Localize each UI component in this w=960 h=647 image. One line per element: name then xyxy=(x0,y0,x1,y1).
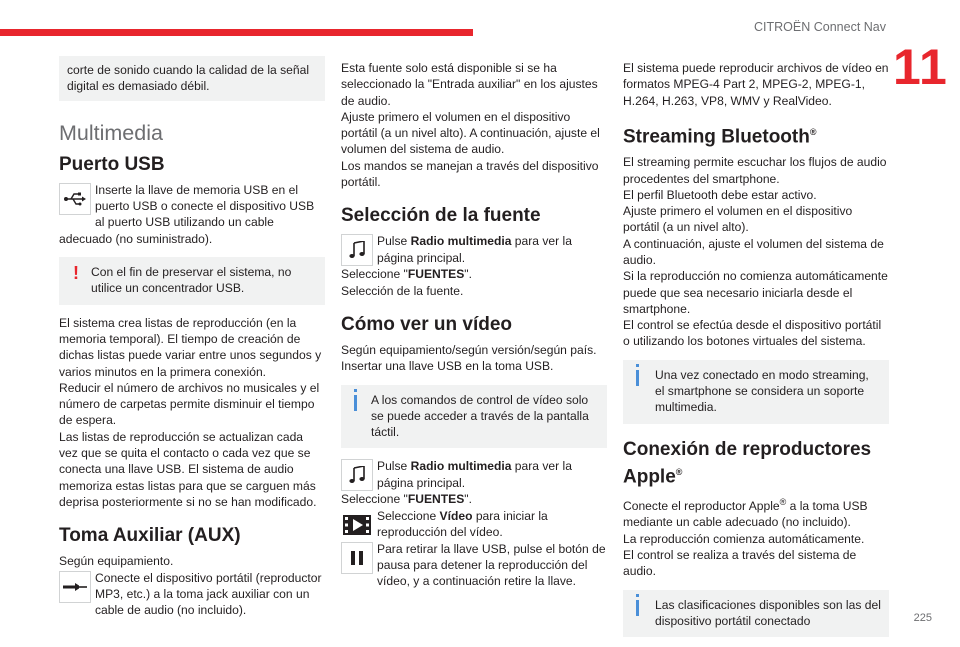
page-number: 225 xyxy=(913,612,932,624)
source-select xyxy=(341,266,607,282)
registered-mark: ® xyxy=(779,497,787,507)
warning-icon: ! xyxy=(73,263,79,284)
usb-paragraph-2: Reducir el número de archivos no musicales y el número de carpetas permite disminuir el tiempo de espera. xyxy=(59,380,320,428)
usb-warning-box xyxy=(59,257,325,305)
chapter-number: 11 xyxy=(893,39,948,95)
aux-jack-icon xyxy=(59,571,91,603)
column-2 xyxy=(341,60,607,590)
bluetooth-paragraph-4: A continuación, ajuste el volumen del sistema de audio. xyxy=(623,236,884,267)
note-box xyxy=(59,56,325,101)
usb-text: Inserte la llave de memoria USB en el puerto USB o conecte el dispositivo USB al puerto USB utilizando un cable adecuado (no suministrado). xyxy=(59,182,315,246)
column-1 xyxy=(59,56,325,618)
pause-icon xyxy=(341,542,373,574)
usb-paragraph-1: El sistema crea listas de reproducción (en la memoria temporal). El tiempo de creación de dichas listas puede variar entre unos segundos y varios minutos en la primera conexión. xyxy=(59,315,322,379)
usb-heading: Puerto USB xyxy=(59,153,165,175)
source-fuentes-label: FUENTES xyxy=(407,267,465,282)
video-instruction-2 xyxy=(341,508,607,541)
aux-instruction xyxy=(59,570,325,619)
video-rest: para ver la página principal. xyxy=(377,459,572,490)
video-pulse: Pulse xyxy=(377,459,411,474)
aux-heading: Toma Auxiliar (AUX) xyxy=(59,525,241,547)
bluetooth-paragraph-1: El streaming permite escuchar los flujos de audio procedentes del smartphone. xyxy=(623,155,887,186)
video-formats-text: El sistema puede reproducir archivos de vídeo en formatos MPEG-4 Part 2, MPEG-2, MPEG-1, H.264, H.263, VP8, WMV y RealVideo. xyxy=(623,61,889,108)
video-select xyxy=(341,491,607,507)
aux-note-2: Ajuste primero el volumen en el dispositivo portátil (a un nivel alto). A continuación, ajuste el volumen del sistema de audio. xyxy=(341,109,600,157)
video-instruction-1 xyxy=(341,458,607,491)
video-select-a: Seleccione " xyxy=(341,492,408,507)
usb-warning-text: Con el fin de preservar el sistema, no utilice un concentrador USB. xyxy=(91,265,292,296)
bluetooth-info-box xyxy=(623,360,889,424)
source-text xyxy=(341,233,607,266)
bluetooth-paragraph-2: El perfil Bluetooth debe estar activo. xyxy=(623,187,817,202)
source-heading: Selección de la fuente xyxy=(341,205,541,227)
info-icon xyxy=(636,600,639,616)
source-radio-label: Radio multimedia xyxy=(410,234,512,249)
info-icon xyxy=(636,370,639,386)
bluetooth-paragraph-6: El control se efectúa desde el dispositivo portátil o utilizando los botones virtuales del sistema. xyxy=(623,318,882,349)
apple-p1-b: a la toma USB mediante un cable adecuado (no incluido). xyxy=(623,499,868,530)
video-fuentes-label: FUENTES xyxy=(407,492,465,507)
usb-paragraph-3: Las listas de reproducción se actualizan cada vez que se quita el contacto o cada vez que se conecta una llave USB. El sistema de audio memoriza estas listas para que se carguen más deprisa posteriormente si no se han modificado. xyxy=(59,429,317,509)
info-icon xyxy=(354,395,357,411)
video-start-text xyxy=(341,508,607,541)
usb-instruction xyxy=(59,182,325,247)
music-note-icon xyxy=(341,459,373,491)
apple-heading-text: Conexión de reproductores Apple xyxy=(623,438,872,487)
apple-paragraph-2: La reproducción comienza automáticamente. xyxy=(623,531,865,546)
video-play-icon xyxy=(341,509,373,541)
video-paragraph-1: Según equipamiento/según versión/según país. xyxy=(341,342,597,357)
source-instruction xyxy=(341,233,607,266)
video-pulse-text xyxy=(341,458,607,491)
apple-paragraph-3: El control se realiza a través del sistema de audio. xyxy=(623,547,857,579)
video-start-b: para iniciar la reproducción del vídeo. xyxy=(377,508,548,540)
note-text: corte de sonido cuando la calidad de la señal digital es demasiado débil. xyxy=(67,63,310,94)
video-info-text: A los comandos de control de vídeo solo se puede acceder a través de la pantalla táctil. xyxy=(371,392,589,440)
aux-text: Conecte el dispositivo portátil (reproductor MP3, etc.) a la toma jack auxiliar con un cable de audio (no incluido). xyxy=(95,570,322,618)
bluetooth-paragraph-5: Si la reproducción no comienza automáticamente puede que sea necesario iniciarla desde el smartphone. xyxy=(623,269,888,316)
video-info-box xyxy=(341,385,607,449)
source-select-2: Selección de la fuente. xyxy=(341,283,464,298)
video-heading: Cómo ver un vídeo xyxy=(341,313,513,335)
source-select-a: Seleccione " xyxy=(341,267,408,282)
bluetooth-heading xyxy=(623,121,889,148)
music-note-icon xyxy=(341,234,373,266)
video-stop-text: Para retirar la llave USB, pulse el botón de pausa para detener la reproducción del vídeo, y a continuación retire la llave. xyxy=(377,541,606,589)
apple-heading xyxy=(623,438,889,488)
header-accent-bar xyxy=(0,29,473,36)
registered-mark: ® xyxy=(809,126,817,137)
bluetooth-info-text: Una vez conectado en modo streaming, el smartphone se considera un soporte multimedia. xyxy=(655,367,869,415)
source-select-b: ". xyxy=(464,267,472,282)
apple-p1-a: Conecte el reproductor Apple xyxy=(623,499,780,514)
header-title: CITROËN Connect Nav xyxy=(754,20,886,34)
video-instruction-3 xyxy=(341,541,607,590)
aux-note-1: Esta fuente solo está disponible si se ha seleccionado la "Entrada auxiliar" en los ajustes de audio. xyxy=(341,61,598,108)
registered-mark: ® xyxy=(675,466,683,477)
usb-icon xyxy=(59,183,91,215)
column-3 xyxy=(623,60,889,647)
bluetooth-heading-text: Streaming Bluetooth xyxy=(623,126,810,148)
aux-note-3: Los mandos se manejan a través del dispositivo portátil. xyxy=(341,158,599,190)
source-pulse: Pulse xyxy=(377,234,411,249)
section-title: Multimedia xyxy=(59,120,163,145)
video-paragraph-2: Insertar una llave USB en la toma USB. xyxy=(341,359,554,374)
video-label: Vídeo xyxy=(439,508,473,523)
bluetooth-paragraph-3: Ajuste primero el volumen en el dispositivo portátil (a un nivel alto). xyxy=(623,204,853,235)
source-rest: para ver la página principal. xyxy=(377,234,572,265)
video-start-a: Seleccione xyxy=(377,508,440,523)
video-select-b: ". xyxy=(464,492,472,507)
aux-paragraph-1: Según equipamiento. xyxy=(59,554,174,569)
video-radio-label: Radio multimedia xyxy=(410,459,512,474)
apple-paragraph-1 xyxy=(623,494,889,531)
apple-info-text: Las clasificaciones disponibles son las del dispositivo portátil conectado xyxy=(655,597,881,628)
apple-info-box xyxy=(623,590,889,638)
